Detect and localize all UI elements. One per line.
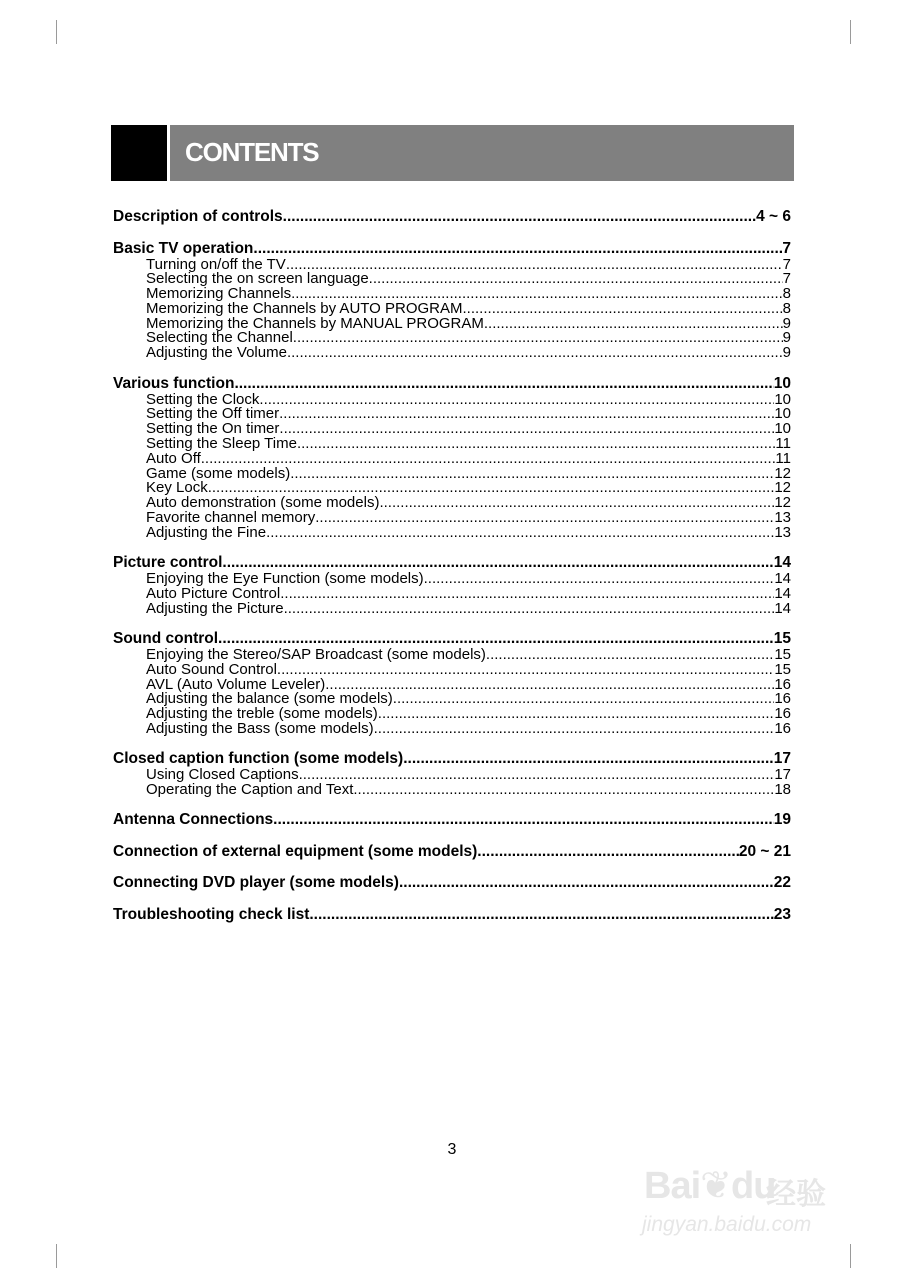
contents-header — [111, 125, 794, 181]
toc-page-ref: 15 — [773, 629, 791, 647]
toc-label: Adjusting the Bass (some models) — [146, 721, 374, 737]
toc-item-row — [113, 722, 791, 737]
toc-label: Auto Sound Control — [146, 662, 277, 678]
toc-label: Picture control — [113, 554, 223, 572]
toc-item-row — [113, 437, 791, 452]
toc-item-row — [113, 768, 791, 783]
toc-label: Connecting DVD player (some models) — [113, 874, 399, 892]
toc-item-row — [113, 467, 791, 482]
toc-label: Adjusting the Volume — [146, 346, 287, 362]
toc-label: Various function — [113, 374, 235, 392]
toc-label: Sound control — [113, 629, 219, 647]
toc-section-row — [113, 375, 791, 393]
dot-leader — [486, 648, 774, 663]
dot-leader — [234, 375, 773, 393]
toc-section — [113, 811, 791, 829]
toc-item-row — [113, 602, 791, 617]
dot-leader — [286, 258, 783, 273]
toc-label: Setting the Sleep Time — [146, 436, 297, 452]
dot-leader — [284, 602, 775, 617]
dot-leader — [279, 422, 774, 437]
page-number: 3 — [447, 1141, 457, 1158]
toc-label: Key Lock — [146, 481, 208, 497]
toc-page-ref: 16 — [774, 692, 791, 708]
toc-label: AVL (Auto Volume Leveler) — [146, 677, 326, 693]
toc-section — [113, 750, 791, 798]
toc-label: Troubleshooting check list — [113, 905, 310, 923]
toc-page-ref: 16 — [774, 707, 791, 722]
toc-item-row — [113, 407, 791, 422]
toc-page-ref: 9 — [782, 346, 791, 362]
toc-item-row — [113, 648, 791, 663]
toc-section — [113, 630, 791, 737]
toc-page-ref: 8 — [782, 287, 791, 302]
toc-label: Memorizing the Channels by MANUAL PROGRAM — [146, 316, 484, 332]
toc-page-ref: 10 — [774, 407, 791, 423]
crop-mark-top-left — [56, 20, 57, 44]
toc-label: Favorite channel memory — [146, 510, 316, 526]
toc-section-row — [113, 240, 791, 258]
dot-leader — [208, 481, 775, 496]
toc-label: Setting the Off timer — [146, 407, 280, 423]
dot-leader — [273, 811, 774, 829]
toc-label: Enjoying the Eye Function (some models) — [146, 572, 424, 587]
toc-page-ref: 4 ~ 6 — [756, 208, 791, 225]
toc-label: Memorizing Channels — [146, 287, 292, 302]
dot-leader — [266, 526, 774, 541]
toc-page-ref: 23 — [773, 905, 791, 923]
toc-section — [113, 240, 791, 362]
toc-item-row — [113, 317, 791, 332]
toc-page-ref: 20 ~ 21 — [738, 842, 791, 860]
dot-leader — [293, 331, 783, 346]
toc-item-row — [113, 481, 791, 496]
toc-item-row — [113, 511, 791, 526]
dot-leader — [299, 768, 775, 783]
header-black-block — [111, 125, 167, 181]
toc-page-ref: 9 — [782, 331, 791, 347]
toc-item-row — [113, 663, 791, 678]
toc-label: Enjoying the Stereo/SAP Broadcast (some models) — [146, 647, 486, 663]
toc-item-row — [113, 302, 791, 317]
dot-leader — [325, 678, 774, 693]
dot-leader — [279, 407, 774, 422]
toc-section — [113, 906, 791, 924]
dot-leader — [253, 240, 782, 258]
dot-leader — [424, 572, 775, 587]
toc-label: Setting the On timer — [146, 422, 280, 437]
crop-mark-top-right — [850, 20, 851, 44]
toc-item-row — [113, 346, 791, 361]
toc-item-row — [113, 526, 791, 541]
toc-page-ref: 14 — [773, 554, 791, 572]
dot-leader — [290, 467, 774, 482]
toc-page-ref: 14 — [774, 586, 791, 602]
toc-label: Adjusting the balance (some models) — [146, 692, 393, 708]
toc-page-ref: 18 — [774, 783, 791, 798]
toc-page-ref: 13 — [774, 510, 791, 526]
toc-label: Memorizing the Channels by AUTO PROGRAM — [146, 301, 463, 317]
toc-page-ref: 12 — [774, 496, 791, 511]
toc-item-row — [113, 678, 791, 693]
baidu-watermark — [640, 1145, 855, 1245]
toc-page-ref: 14 — [774, 572, 791, 587]
toc-page-ref: 11 — [775, 436, 791, 452]
header-gray-bar — [170, 125, 794, 181]
table-of-contents — [113, 208, 791, 937]
toc-page-ref: 15 — [774, 647, 791, 663]
paw-icon: ❦ — [700, 1165, 731, 1207]
dot-leader — [283, 208, 756, 226]
page-title: CONTENTS — [185, 137, 319, 167]
dot-leader — [379, 496, 774, 511]
watermark-url: jingyan.baidu.com — [642, 1213, 812, 1236]
crop-mark-bottom-left — [56, 1244, 57, 1268]
toc-page-ref: 7 — [782, 272, 791, 288]
toc-page-ref: 16 — [774, 721, 791, 737]
toc-label: Auto Picture Control — [146, 586, 281, 602]
toc-item-row — [113, 393, 791, 408]
toc-section-row — [113, 554, 791, 572]
toc-label: Operating the Caption and Text — [146, 783, 354, 798]
dot-leader — [484, 317, 783, 332]
toc-page-ref: 12 — [774, 481, 791, 497]
toc-item-row — [113, 258, 791, 273]
toc-label: Adjusting the Fine — [146, 525, 267, 541]
toc-label: Game (some models) — [146, 466, 291, 482]
dot-leader — [218, 630, 774, 648]
toc-page-ref: 8 — [782, 301, 791, 317]
dot-leader — [374, 722, 775, 737]
dot-leader — [259, 393, 774, 408]
toc-page-ref: 13 — [774, 525, 791, 541]
toc-page-ref: 17 — [774, 768, 791, 784]
toc-page-ref: 14 — [774, 601, 791, 617]
dot-leader — [297, 437, 775, 452]
toc-item-row — [113, 692, 791, 707]
dot-leader — [369, 272, 783, 287]
toc-page-ref: 9 — [782, 316, 791, 332]
toc-section-row — [113, 630, 791, 648]
toc-page-ref: 16 — [774, 677, 791, 693]
toc-section-row — [113, 843, 791, 861]
toc-label: Basic TV operation — [113, 239, 254, 257]
toc-label: Connection of external equipment (some models) — [113, 842, 478, 860]
toc-item-row — [113, 587, 791, 602]
toc-page-ref: 12 — [774, 466, 791, 482]
toc-page-ref: 15 — [774, 662, 791, 678]
toc-label: Using Closed Captions — [146, 768, 299, 784]
dot-leader — [287, 346, 783, 361]
toc-section — [113, 375, 791, 541]
toc-section-row — [113, 811, 791, 829]
dot-leader — [277, 663, 774, 678]
toc-page-ref: 10 — [774, 392, 791, 408]
toc-item-row — [113, 707, 791, 722]
toc-page-ref: 19 — [773, 811, 791, 829]
toc-label: Setting the Clock — [146, 392, 260, 408]
toc-label: Description of controls — [113, 208, 283, 225]
dot-leader — [477, 843, 739, 861]
toc-label: Adjusting the Picture — [146, 601, 284, 617]
toc-section-row — [113, 208, 791, 226]
toc-page-ref: 10 — [774, 422, 791, 437]
dot-leader — [393, 692, 775, 707]
dot-leader — [463, 302, 783, 317]
toc-item-row — [113, 572, 791, 587]
dot-leader — [309, 906, 773, 924]
toc-label: Selecting the on screen language — [146, 272, 369, 288]
toc-section — [113, 874, 791, 892]
toc-label: Closed caption function (some models) — [113, 750, 404, 768]
crop-mark-bottom-right — [850, 1244, 851, 1268]
toc-section-row — [113, 750, 791, 768]
dot-leader — [399, 874, 774, 892]
watermark-logo: Bai❦du — [644, 1165, 776, 1207]
toc-page-ref: 7 — [782, 257, 791, 273]
dot-leader — [201, 452, 776, 467]
toc-item-row — [113, 783, 791, 798]
toc-item-row — [113, 272, 791, 287]
toc-label: Auto Off — [146, 451, 201, 467]
toc-item-row — [113, 452, 791, 467]
dot-leader — [280, 587, 774, 602]
toc-item-row — [113, 422, 791, 437]
toc-label: Adjusting the treble (some models) — [146, 707, 378, 722]
toc-page-ref: 22 — [773, 874, 791, 892]
dot-leader — [403, 750, 774, 768]
toc-label: Auto demonstration (some models) — [146, 496, 380, 511]
dot-leader — [378, 707, 775, 722]
toc-section-row — [113, 874, 791, 892]
toc-page-ref: 17 — [773, 750, 791, 768]
watermark-jingyan: 经验 — [766, 1178, 826, 1211]
toc-label: Antenna Connections — [113, 811, 274, 829]
toc-label: Selecting the Channel — [146, 331, 293, 347]
toc-section — [113, 554, 791, 616]
dot-leader — [222, 554, 773, 572]
toc-item-row — [113, 496, 791, 511]
toc-page-ref: 10 — [773, 374, 791, 392]
toc-item-row — [113, 331, 791, 346]
toc-page-ref: 7 — [782, 239, 791, 257]
toc-page-ref: 11 — [775, 451, 791, 467]
dot-leader — [315, 511, 774, 526]
toc-label: Turning on/off the TV — [146, 257, 286, 273]
toc-section — [113, 843, 791, 861]
toc-item-row — [113, 287, 791, 302]
dot-leader — [353, 783, 774, 798]
toc-section — [113, 208, 791, 226]
toc-section-row — [113, 906, 791, 924]
dot-leader — [291, 287, 783, 302]
